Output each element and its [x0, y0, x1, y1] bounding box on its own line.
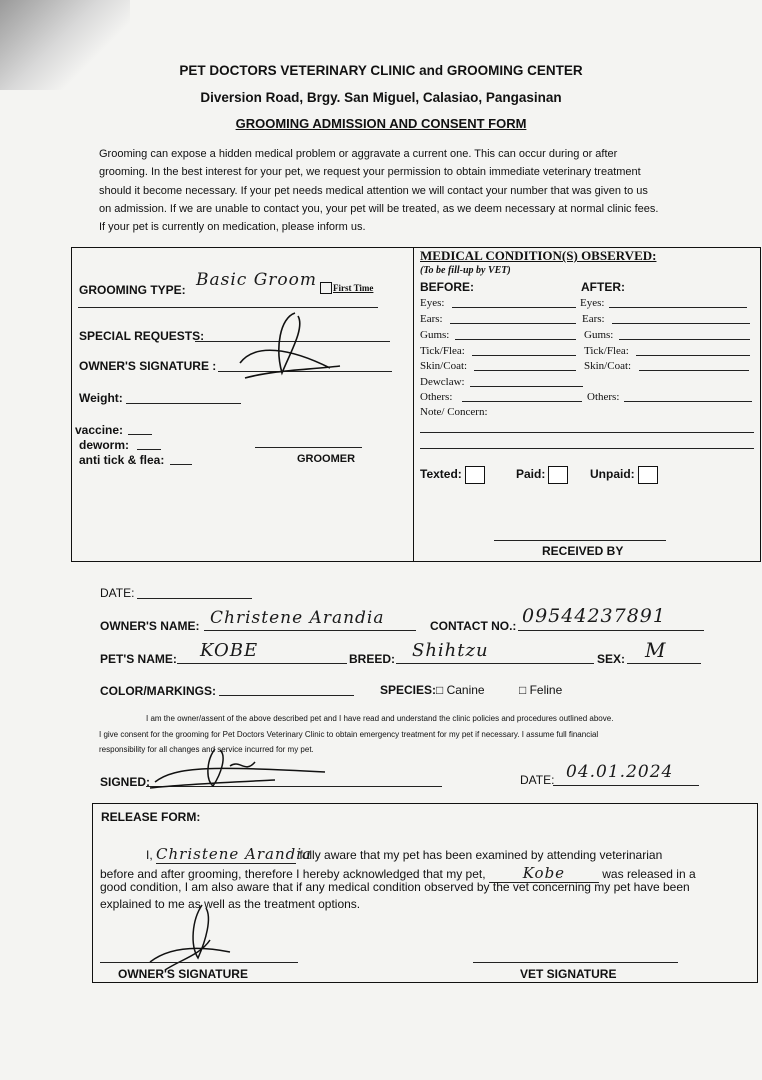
release-line1-rest: fully aware that my pet has been examined by attending veterinarian — [299, 848, 663, 862]
signed-signature-scribble — [145, 744, 335, 794]
release-line2-end: was released in a — [602, 867, 696, 881]
owner-signature-label: OWNER'S SIGNATURE : — [79, 359, 217, 373]
breed-value[interactable]: Shihtzu — [412, 640, 489, 661]
column-divider — [413, 247, 414, 561]
after-others-label: Others: — [587, 391, 620, 403]
deworm-line — [137, 449, 161, 450]
after-skin-line — [639, 370, 749, 371]
date2-label: DATE: — [520, 773, 555, 787]
intro-line: on admission. If we are unable to contact you, your pet will be treated, as we deem necessary at normal clinic fees. — [99, 202, 659, 215]
clinic-name: PET DOCTORS VETERINARY CLINIC and GROOMING CENTER — [179, 63, 583, 78]
release-line-3: good condition, I am also aware that if any medical condition observed by the vet concerning my pet have been — [100, 880, 690, 894]
pet-name-label: PET'S NAME: — [100, 652, 177, 666]
after-eyes-line — [609, 307, 747, 308]
note-line-1 — [420, 432, 754, 433]
contact-line — [518, 630, 704, 631]
grooming-type-label: GROOMING TYPE: — [79, 283, 186, 297]
anti-tick-line — [170, 464, 192, 465]
before-others-line — [462, 401, 582, 402]
before-skin-line — [474, 370, 576, 371]
release-owner-sig-label: OWNER'S SIGNATURE — [118, 967, 248, 981]
medical-title: MEDICAL CONDITION(S) OBSERVED: — [420, 248, 657, 263]
paid-label: Paid: — [516, 467, 546, 482]
vaccine-line — [128, 434, 152, 435]
contact-label: CONTACT NO.: — [430, 619, 517, 633]
vaccine-label: vaccine: — [75, 423, 124, 437]
before-eyes-line — [452, 307, 576, 308]
note-label: Note/ Concern: — [420, 406, 488, 418]
date-line — [137, 598, 252, 599]
feline-option[interactable]: □ Feline — [519, 683, 563, 697]
unpaid-checkbox[interactable] — [638, 466, 658, 484]
signed-label: SIGNED: — [100, 775, 151, 789]
weight-line — [126, 403, 241, 404]
pet-name-value[interactable]: KOBE — [200, 640, 259, 661]
after-label: AFTER: — [581, 280, 625, 294]
sex-line — [627, 663, 701, 664]
deworm-label: deworm: — [79, 438, 130, 452]
consent-line-1: I am the owner/assent of the above described pet and I have read and understand the clinic policies and procedures outlined above. — [146, 714, 614, 723]
paid-field[interactable] — [516, 466, 568, 484]
after-gums-line — [619, 339, 750, 340]
release-line-1 — [146, 845, 662, 864]
groomer-line — [255, 447, 362, 448]
intro-line: should it become necessary. If your pet needs medical attention we will contact your number that was given to us — [99, 184, 648, 197]
owner-name-line — [204, 630, 416, 631]
first-time-label: First Time — [333, 283, 374, 293]
release-prefix: I, — [146, 848, 153, 862]
after-ears-label: Ears: — [582, 313, 605, 325]
owner-name-label: OWNER'S NAME: — [100, 619, 200, 633]
unpaid-label: Unpaid: — [590, 467, 635, 482]
vet-sig-label: VET SIGNATURE — [520, 967, 617, 981]
sex-label: SEX: — [597, 652, 626, 666]
release-pet-value[interactable]: Kobe — [489, 864, 599, 883]
medical-subtitle: (To be fill-up by VET) — [420, 265, 511, 276]
after-eyes-label: Eyes: — [580, 297, 605, 309]
before-dewclaw-label: Dewclaw: — [420, 376, 465, 388]
after-tick-line — [636, 355, 750, 356]
color-markings-line — [219, 695, 354, 696]
after-gums-label: Gums: — [584, 329, 614, 341]
intro-line: Grooming can expose a hidden medical problem or aggravate a current one. This can occur during or after — [99, 148, 618, 160]
special-requests-label: SPECIAL REQUESTS: — [79, 329, 205, 343]
after-skin-label: Skin/Coat: — [584, 360, 632, 372]
before-skin-label: Skin/Coat: — [420, 360, 468, 372]
species-label: SPECIES: — [380, 683, 437, 697]
breed-label: BREED: — [349, 652, 396, 666]
sex-value[interactable]: M — [645, 638, 667, 662]
before-tick-line — [472, 355, 576, 356]
color-markings-label: COLOR/MARKINGS: — [100, 684, 216, 698]
note-line-2 — [420, 448, 754, 449]
release-title: RELEASE FORM: — [101, 810, 201, 824]
before-ears-label: Ears: — [420, 313, 443, 325]
owner-name-value[interactable]: Christene Arandia — [210, 608, 385, 628]
texted-label: Texted: — [420, 467, 462, 482]
before-eyes-label: Eyes: — [420, 297, 445, 309]
date2-value[interactable]: 04.01.2024 — [566, 762, 674, 782]
received-by-line — [494, 540, 666, 541]
texted-checkbox[interactable] — [465, 466, 485, 484]
before-label: BEFORE: — [420, 280, 474, 294]
intro-line: If your pet is currently on medication, please inform us. — [99, 221, 366, 234]
release-owner-value[interactable]: Christene Arandia — [156, 845, 312, 863]
intro-line: grooming. In the best interest for your pet, we request your permission to obtain immediate veterinary treatment — [99, 166, 641, 179]
release-line2-start: before and after grooming, therefore I hereby acknowledged that my pet, — [100, 867, 486, 881]
unpaid-field[interactable] — [590, 466, 658, 484]
after-ears-line — [612, 323, 750, 324]
form-title: GROOMING ADMISSION AND CONSENT FORM — [235, 116, 527, 131]
owner-signature-scribble — [220, 308, 350, 388]
vet-sig-line — [473, 962, 678, 963]
before-dewclaw-line — [470, 386, 583, 387]
consent-line-2: I give consent for the grooming for Pet Doctors Veterinary Clinic to obtain emergency treatment for my pet if necessary. I assume full financial — [99, 730, 599, 739]
after-others-line — [624, 401, 752, 402]
weight-label: Weight: — [79, 391, 123, 405]
consent-line-3: responsibility for all changes and service incurred for my pet. — [99, 745, 314, 754]
date-label: DATE: — [100, 586, 135, 600]
before-gums-label: Gums: — [420, 329, 450, 341]
contact-value[interactable]: 09544237891 — [522, 605, 666, 627]
date2-line — [553, 785, 699, 786]
release-owner-sig-line — [100, 962, 298, 963]
canine-option[interactable]: □ Canine — [436, 683, 485, 697]
anti-tick-label: anti tick & flea: — [79, 453, 165, 467]
after-tick-label: Tick/Flea: — [584, 345, 629, 357]
received-by-label: RECEIVED BY — [542, 544, 624, 558]
groomer-label: GROOMER — [297, 453, 356, 465]
intro-paragraph — [99, 145, 709, 236]
paid-checkbox[interactable] — [548, 466, 568, 484]
before-ears-line — [450, 323, 576, 324]
clinic-address: Diversion Road, Brgy. San Miguel, Calasiao, Pangasinan — [200, 90, 562, 105]
before-tick-label: Tick/Flea: — [420, 345, 465, 357]
first-time-checkbox[interactable] — [320, 282, 332, 294]
release-line-4: explained to me as well as the treatment options. — [100, 897, 361, 911]
before-gums-line — [455, 339, 576, 340]
grooming-type-value[interactable]: Basic Groom — [196, 270, 318, 290]
before-others-label: Others: — [420, 391, 453, 403]
pet-name-line — [177, 663, 347, 664]
texted-field[interactable] — [420, 466, 485, 484]
release-owner-signature-scribble — [140, 900, 260, 975]
breed-line — [396, 663, 594, 664]
